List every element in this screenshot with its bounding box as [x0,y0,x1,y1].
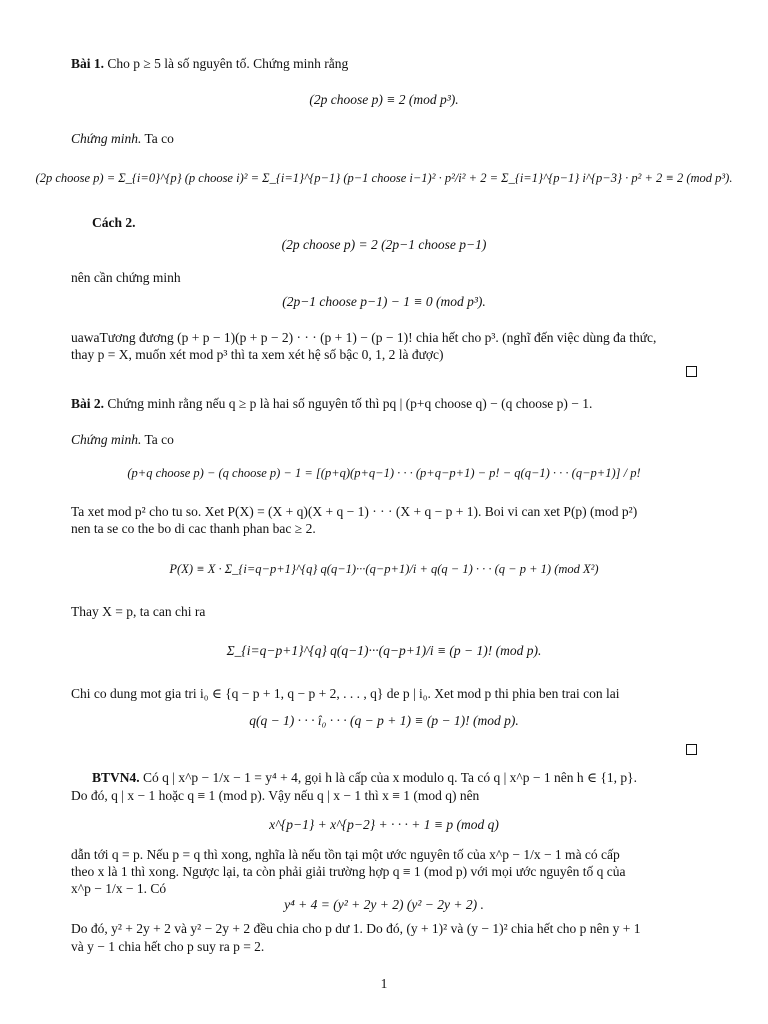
proof-label: Chứng minh. [71,432,142,447]
equation-8: q(q − 1) · · · î₀ · · · (q − p + 1) ≡ (p − 1)! (mod p). [249,713,519,728]
paragraph-line: nen ta se co the bo di cac thanh phan bac ≥ 2. [71,521,316,536]
paragraph-line: Chi co dung mot gia tri i₀ ∈ {q − p + 1, q − p + 2, . . . , q} de p | i₀. Xet mod p thi phia ben trai con lai [71,686,620,701]
need-prove-text: nên cần chứng minh [71,270,181,285]
equation-1: (2p choose p) ≡ 2 (mod p³). [309,92,459,107]
paragraph-line: x^p − 1/x − 1. Có [71,881,167,896]
qed-square-icon [686,366,697,377]
paragraph-line: theo x là 1 thì xong. Ngược lại, ta còn phải giải trường hợp q ≡ 1 (mod p) với mọi ước nguyên tố q của [71,864,626,879]
problem-2-text: Chứng minh rằng nếu q ≥ p là hai số nguyên tố thì pq | (p+q choose q) − (q choose p) − 1. [104,396,593,411]
equation-5: (p+q choose p) − (q choose p) − 1 = [(p+q)(p+q−1) · · · (p+q−p+1) − p! − q(q−1) · · · (q−p+1)] / p! [127,466,641,480]
problem-1-statement [71,55,698,72]
problem-2-title: Bài 2. [71,396,105,411]
paragraph-line: uawaTương đương (p + p − 1)(p + p − 2) · · · (p + 1) − (p − 1)! chia hết cho p³. (nghĩ đến việc dùng đa thức, [71,330,657,345]
qed-square-icon [686,744,697,755]
paragraph-line: dẫn tới q = p. Nếu p = q thì xong, nghĩa là nếu tồn tại một ước nguyên tố của x^p − 1/x − 1 mà có cấp [71,847,620,862]
equation-2: (2p choose p) = Σ_{i=0}^{p} (p choose i)² = Σ_{i=1}^{p−1} (p−1 choose i−1)² · p²/i² + 2 = Σ_{i=1}^{p−1} i^{p−3} · p² + 2 ≡ 2 (mod p³). [35,171,733,185]
equation-9: x^{p−1} + x^{p−2} + · · · + 1 ≡ p (mod q) [269,817,499,832]
proof-text: Ta co [141,432,174,447]
paragraph-line: Do đó, q | x − 1 hoặc q ≡ 1 (mod p). Vậy nếu q | x − 1 thì x ≡ 1 (mod q) nên [71,788,480,803]
equation-3: (2p choose p) = 2 (2p−1 choose p−1) [281,237,487,252]
problem-2-statement [71,395,698,412]
method-2-heading: Cách 2. [92,215,136,230]
paragraph-line: Ta xet mod p² cho tu so. Xet P(X) = (X + q)(X + q − 1) · · · (X + q − p + 1). Boi vi can xet P(p) (mod p²) [71,504,638,519]
equation-4: (2p−1 choose p−1) − 1 ≡ 0 (mod p³). [282,294,486,309]
btvn4-statement [92,769,698,786]
equation-6: P(X) ≡ X · Σ_{i=q−p+1}^{q} q(q−1)···(q−p+1)/i + q(q − 1) · · · (q − p + 1) (mod X²) [169,562,599,576]
equation-10: y⁴ + 4 = (y² + 2y + 2) (y² − 2y + 2) . [284,897,484,912]
proof-2-intro [71,431,698,448]
problem-1-title: Bài 1. [71,56,105,71]
paragraph-line: và y − 1 chia hết cho p suy ra p = 2. [71,939,265,954]
proof-text: Ta co [141,131,174,146]
problem-1-text: Cho p ≥ 5 là số nguyên tố. Chứng minh rằng [104,56,349,71]
btvn4-text: Có q | x^p − 1/x − 1 = y⁴ + 4, gọi h là cấp của x modulo q. Ta có q | x^p − 1 nên h ∈ {1, p}. [139,770,637,785]
proof-1-intro [71,130,698,147]
page-number: 1 [380,976,388,991]
paragraph-line: Thay X = p, ta can chi ra [71,604,206,619]
btvn4-title: BTVN4. [92,770,140,785]
paragraph-line: Do đó, y² + 2y + 2 và y² − 2y + 2 đều chia cho p dư 1. Do đó, (y + 1)² và (y − 1)² chia hết cho p nên y + 1 [71,921,641,936]
proof-label: Chứng minh. [71,131,142,146]
paragraph-line: thay p = X, muốn xét mod p³ thì ta xem xét hệ số bậc 0, 1, 2 là được) [71,347,444,362]
equation-7: Σ_{i=q−p+1}^{q} q(q−1)···(q−p+1)/i ≡ (p − 1)! (mod p). [226,643,542,658]
